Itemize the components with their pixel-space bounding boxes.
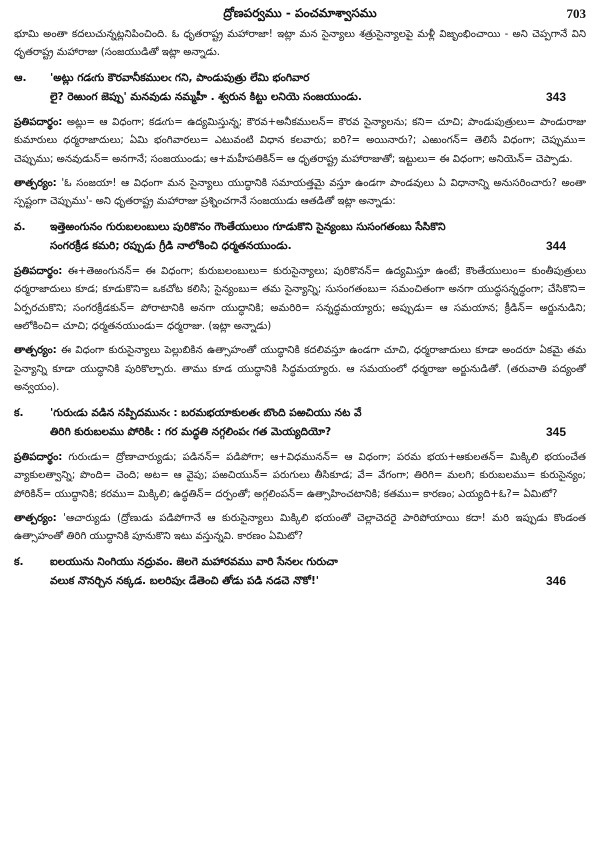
verse-number: 344 (545, 239, 566, 254)
meaning-text: 'ఆచార్యుడు (ద్రోణుడు పడిపోగానే ఆ కురుసైన్యాలు మిక్కిలి భయంతో చెల్లాచెదరై పారిపోయాయి కదా! మరి ఇప్పుడు కొండంత ఉత్సాహంతో తిరిగి యుద్ధానికి పూనుకొని ఇటు వస్తున్నవి. కారణం ఏమిటో? (14, 512, 586, 543)
verse-section (14, 218, 586, 398)
verse-line: 'అట్లు గడఁగు కౌరవానీకములఁ గని, పాండుపుత్రు లేమి భంగివార (50, 71, 310, 84)
verse-number: 343 (545, 90, 566, 105)
verse-line: 'గురుఁడు వడిన నప్పిదమునఁ : బరమభయాకులతఁ బొంది పఱచియు నట వే (50, 406, 362, 419)
meter-marker: వ. (14, 220, 26, 233)
meter-marker: ఆ. (14, 71, 27, 84)
verse-block (14, 69, 586, 108)
meaning-label: తాత్పర్యం: (14, 178, 57, 190)
verse-number: 345 (545, 425, 566, 440)
meaning-text: 'ఓ సంజయా! ఆ విధంగా మన సైన్యాలు యుద్ధానికి సమాయత్తమై వస్తూ ఉండగా పాండవులు ఏ విధానాన్ని అనుసరించారు? అంతా స్పష్టంగా చెప్పుము'- అని ధృతరాష్ట్ర మహారాజు ప్రశ్నించగానే సంజయుడు ఆతడితో ఇట్లా అన్నాడు: (14, 178, 586, 208)
verse-section (14, 69, 586, 212)
page-number: 703 (566, 6, 586, 21)
page-content (14, 26, 586, 598)
word-meaning-label: ప్రతిపదార్థం: (14, 451, 63, 463)
word-meaning-label: ప్రతిపదార్థం: (14, 116, 63, 128)
verse-line: తిరిగి కురుబలము పోరికిఁ : గర మద్ధతి నగ్గలింపఁ గత మెయ్యదియో? (50, 426, 332, 439)
word-meaning (14, 449, 586, 504)
intro-paragraph: భూమి అంతా కదలుచున్నట్లనిపించింది. ఓ ధృతరాష్ట్ర మహారాజా! ఇట్లా మన సైన్యాలు శత్రుసైన్యాలపై మళ్లీ విజృంభించాయి - అని చెప్పగానే విని ధృతరాష్ట్ర మహారాజు (సంజయుడితో ఇట్లా అన్నాడు. (14, 29, 586, 59)
verse-number: 346 (545, 574, 566, 589)
verse-block (14, 553, 586, 592)
verse-line: సంగరక్రీడ కమరి; రప్పుడు గ్రీడి నాలోకించి ధర్మతనయుండు. (50, 240, 292, 253)
word-meaning-text: అట్లు= ఆ విధంగా; కడఁగు= ఉద్యమిస్తున్న; కౌరవ+అనీకములన్= కౌరవ సైన్యాలను; కని= చూచి; పాండుపుత్రులు= పాండురాజు కుమారులు ధర్మరాజాదులు; ఏమి భంగివారలు= ఎటువంటి విధాన కలవారు; ఐరి?= అయినారు?; ఎఱుంగన్= తెలిసే విధంగా; చెప్పుము= చెప్పుము; అనవుడున్= అనగానే; సంజయుండు; ఆ+మహీపతికిన్= ఆ ధృతరాష్ట్ర మహారాజుతో; ఇట్టులు= ఈ విధంగా; అనియెన్= చెప్పాడు. (14, 116, 586, 165)
meter-marker: క. (14, 555, 24, 568)
verse-section (14, 404, 586, 547)
verse-line: లై? రెఱుంగ జెప్పు' మనవుడు నమ్మహీ . శ్వరున కిట్టు లనియె సంజయుండు. (50, 91, 362, 104)
word-meaning-text: ఈ+తెఱంగునన్= ఈ విధంగా; కురుబలంబులు= కురుసైన్యాలు; పురికొనన్= ఉద్యమిస్తూ ఉంటే; కౌంతేయులుం= కుంతీపుత్రులు ధర్మరాజాదులు కూడ; కూడుకొని= ఒకచోట కలిసి; సైన్యంబు= తమ సైన్యాన్ని; సుసంగతంబు= సమంచితంగా అనగా యుద్ధసన్నద్ధంగా; చేసికొని= ఏర్పరచుకొని; సంగరక్రీడకున్= పోరాటానికి అనగా యుద్ధానికి; అమరిరి= సన్నద్ధమయ్యారు; అప్పుడు= ఆ సమయాన; క్రీడిన్= అర్జునుడిని; ఆలోకించి= చూచి; ధర్మతనయుండు= ధర్మరాజు. (ఇట్లా అన్నాడు) (14, 265, 586, 333)
meaning-label: తాత్పర్యం: (14, 512, 57, 524)
meaning (14, 342, 586, 397)
meaning-text: ఈ విధంగా కురుసైన్యాలు పెల్లుబికిన ఉత్సాహంతో యుద్ధానికి కదలివస్తూ ఉండగా చూచి, ధర్మరాజాదులు కూడా అందరూ ఏకమై తమ సైన్యాన్ని కూడా యుద్ధానికి పురికొల్పారు. తాము కూడ యుద్ధానికి సిద్ధమయ్యారు. ఆ సమయంలో ధర్మరాజు అర్జునుడితో. (తరువాతి పద్యంతో అన్వయం). (14, 345, 586, 394)
word-meaning (14, 263, 586, 337)
running-title: ద్రోణపర్వము - పంచమాశ్వాసము (223, 6, 377, 20)
word-meaning (14, 114, 586, 169)
word-meaning-label: ప్రతిపదార్థం: (14, 265, 63, 277)
verse-block (14, 404, 586, 443)
meaning-label: తాత్పర్యం: (14, 345, 57, 357)
meter-marker: క. (14, 406, 24, 419)
meaning (14, 510, 586, 547)
verse-block (14, 218, 586, 257)
word-meaning-text: గురుఁడు= ద్రోణాచార్యుడు; పడినన్= పడిపోగా; ఆ+విధమునన్= ఆ విధంగా; పరమ భయ+ఆకులతన్= మిక్కిలి భయంచేత వ్యాకులత్వాన్ని; పొంది= చెంది; అట= ఆ వైపు; పఱచియున్= పరుగులు తీసికూడ; వే= వేగంగా; తిరిగి= మలగి; కురుబలము= కురుసైన్యం; పోరికిన్= యుద్ధానికి; కరము= మిక్కిలి; ఉద్ధతిన్= దర్పంతో; అగ్గలింపన్= ఉత్సాహించటానికి; కతము= కారణం; ఎయ్యది+ఓ?= ఏమిటో? (14, 451, 586, 500)
verse-line: ఐలయును నింగియు నద్రువం. జెలగె మహారవము వారి సేనలఁ గురుచా (50, 555, 338, 568)
verse-line: ఇత్తెఱంగునం గురుబలంబులు పురికొనం గౌంతేయులుం గూడుకొని సైన్యంబు సుసంగతంబు సేసికొని (50, 220, 446, 233)
meaning (14, 175, 586, 212)
page-header (0, 4, 600, 26)
verse-line: వలుక నొనర్చిన నక్కడ. బలరిపుఁ డేతెంచి తోడు పడి నడచె నొకో!' (50, 575, 320, 588)
